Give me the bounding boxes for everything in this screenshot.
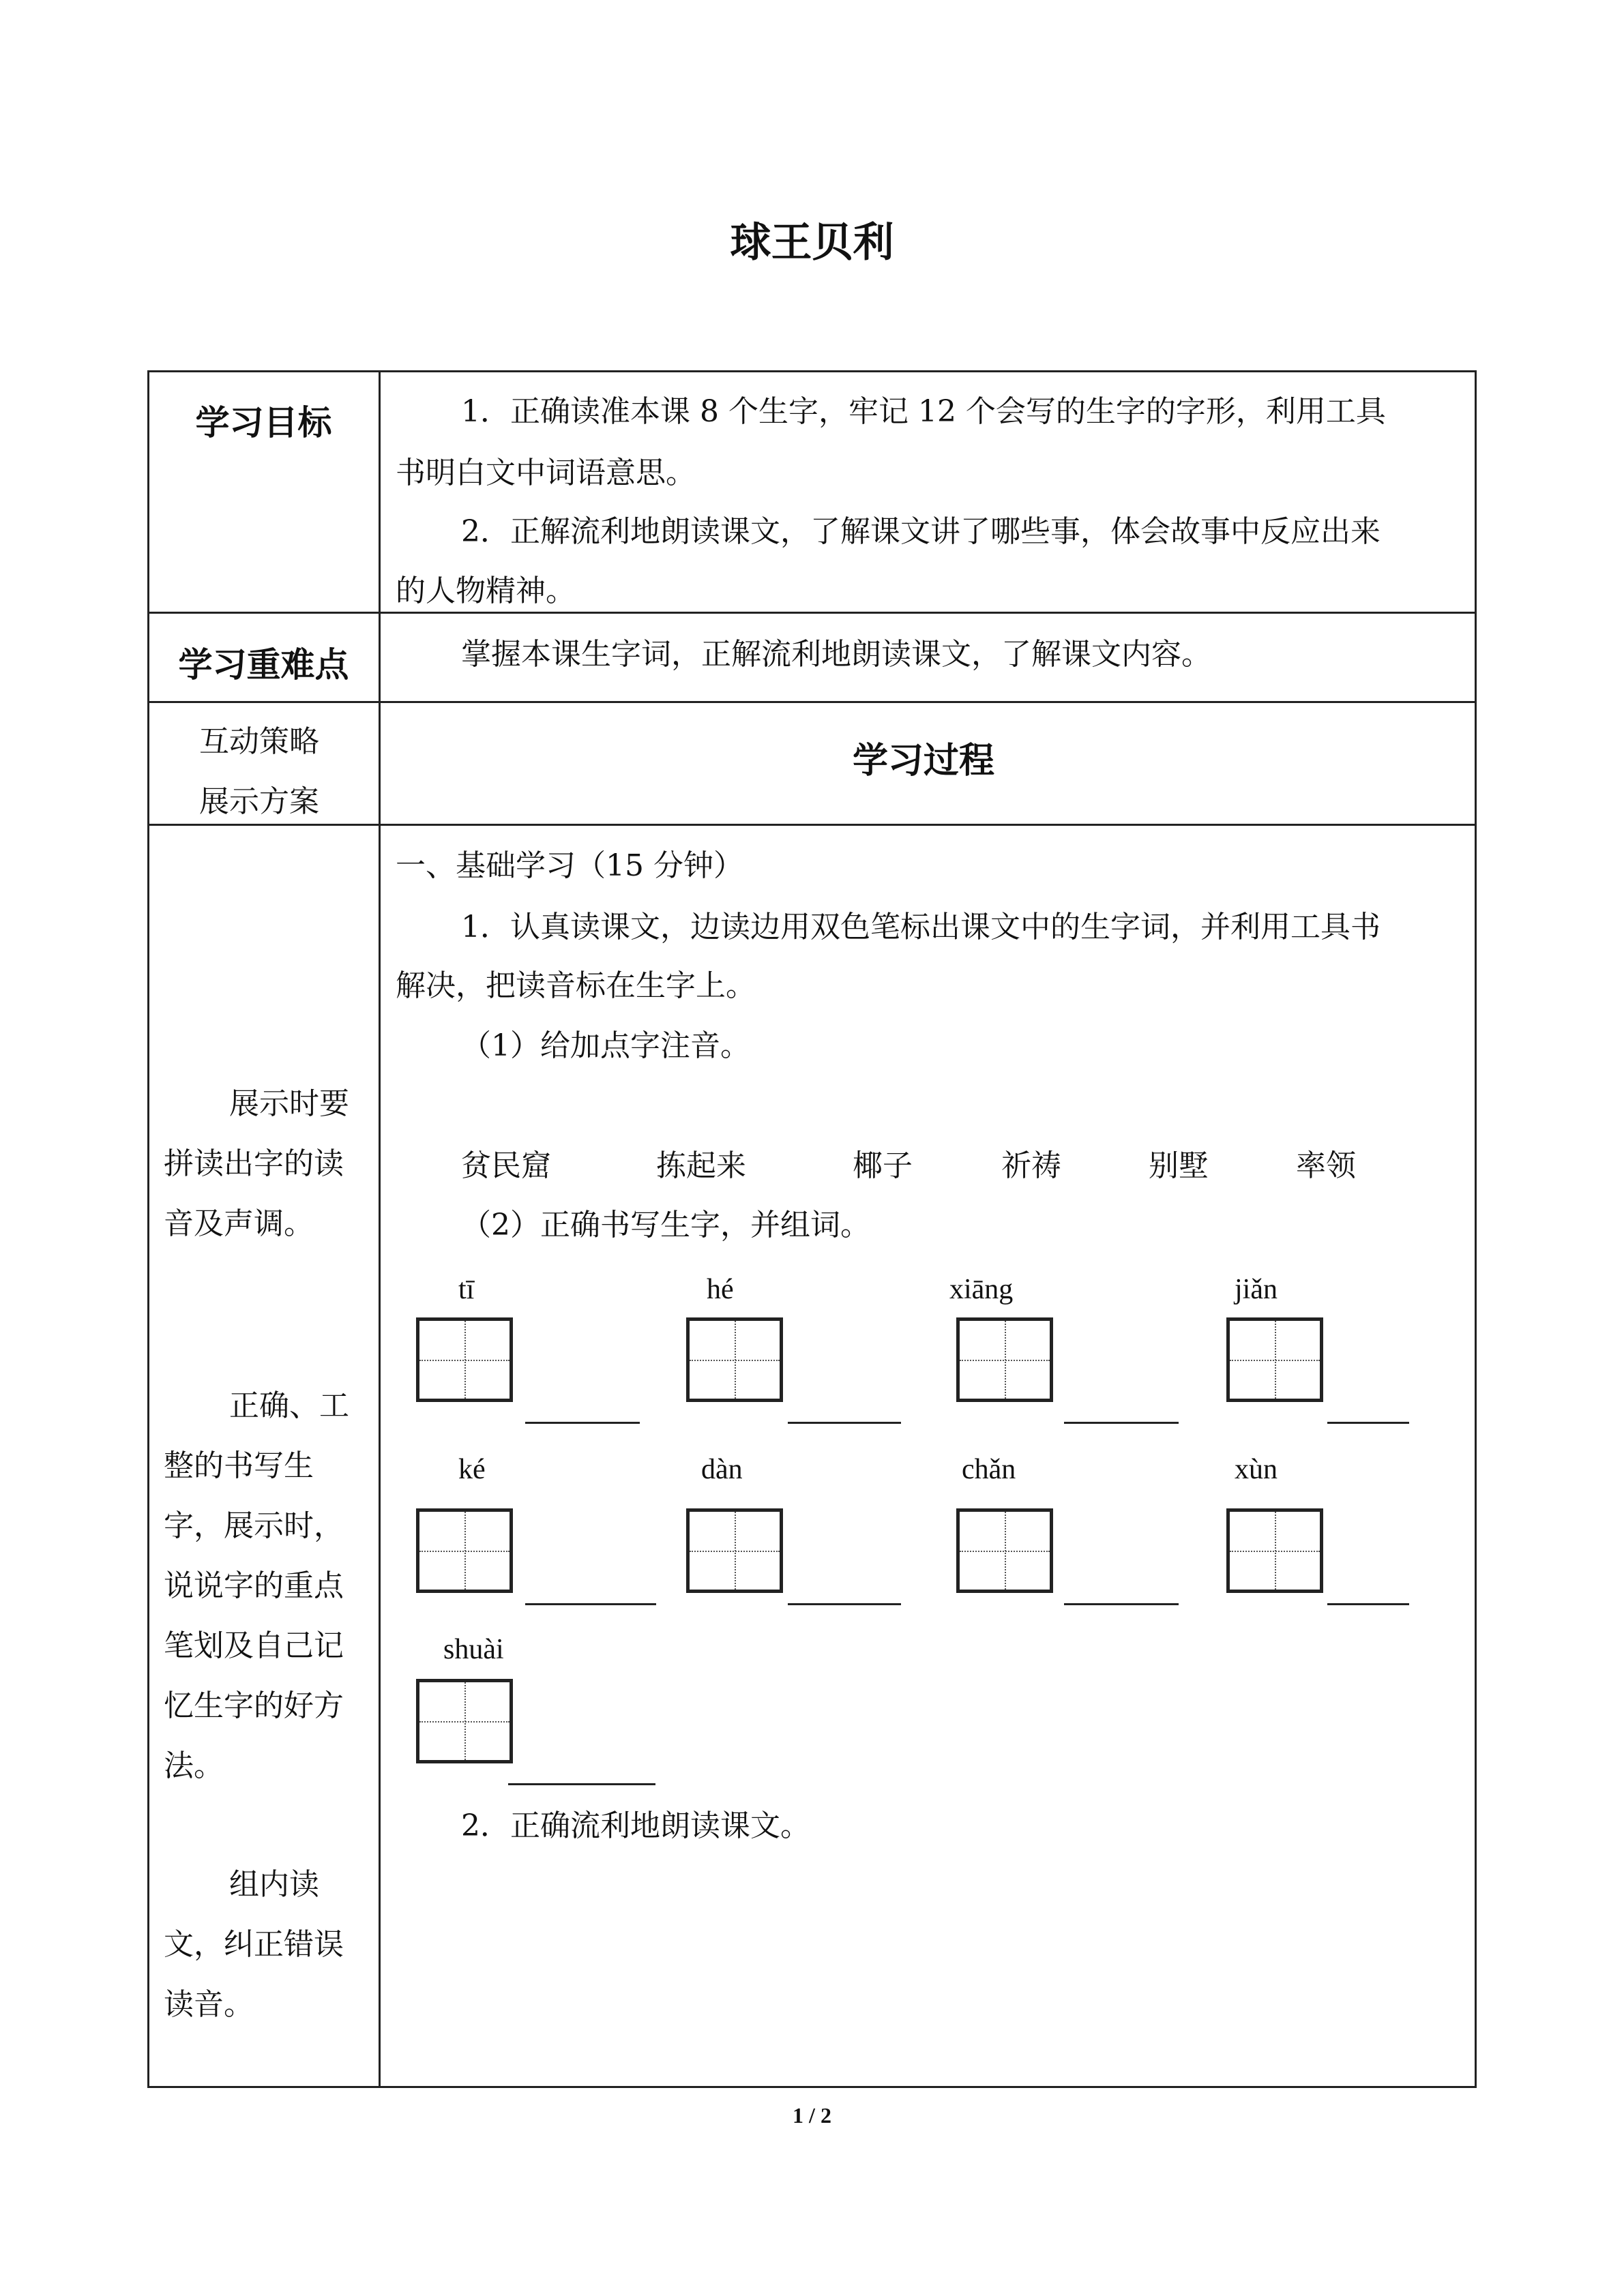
tianzi-grid-box[interactable]: [416, 1679, 513, 1763]
side-note-line: 组内读: [229, 1867, 319, 1902]
section-basic-study: 一、基础学习（15 分钟）: [396, 848, 743, 883]
side-note-line: 读音。: [164, 1987, 254, 2022]
word-blank[interactable]: [1327, 1422, 1409, 1424]
plan-label: 展示方案: [199, 784, 319, 819]
pinyin-label: shuài: [443, 1634, 504, 1665]
table-border-top: [147, 370, 1477, 372]
word-item: 贫民窟: [461, 1148, 551, 1183]
tianzi-grid-box[interactable]: [686, 1508, 783, 1593]
pinyin-label: hé: [707, 1274, 734, 1305]
side-note-line: 展示时要: [229, 1086, 349, 1121]
word-item: 祈祷: [1001, 1148, 1061, 1183]
word-blank[interactable]: [1327, 1603, 1409, 1605]
pinyin-label: tī: [458, 1274, 475, 1305]
side-note-line: 整的书写生: [164, 1448, 314, 1483]
side-note-line: 拼读出字的读: [164, 1146, 344, 1181]
key-points-label: 学习重难点: [178, 645, 349, 685]
word-blank[interactable]: [1064, 1603, 1179, 1605]
word-blank[interactable]: [788, 1422, 901, 1424]
side-note-line: 正确、工: [229, 1388, 349, 1423]
page-number: 1 / 2: [793, 2103, 831, 2128]
side-note-line: 笔划及自己记: [164, 1628, 344, 1663]
table-row-divider: [147, 824, 1477, 826]
table-border-left: [147, 370, 149, 2088]
word-item: 椰子: [853, 1148, 913, 1183]
strategy-label: 互动策略: [199, 724, 319, 759]
side-note-line: 忆生字的好方: [164, 1688, 344, 1723]
side-note-pinyin: [164, 1074, 368, 1254]
table-row-divider: [147, 612, 1477, 614]
side-note-reading: [164, 1855, 368, 2035]
tianzi-grid-box[interactable]: [686, 1317, 783, 1402]
goals-label: 学习目标: [195, 403, 332, 443]
pinyin-label: dàn: [701, 1454, 743, 1485]
tianzi-grid-box[interactable]: [1226, 1317, 1323, 1402]
side-note-line: 音及声调。: [164, 1206, 314, 1241]
side-note-line: 文，纠正错误: [164, 1927, 344, 1962]
process-label: 学习过程: [853, 741, 995, 781]
goal-item-1-cont: 书明白文中词语意思。: [396, 456, 696, 490]
table-column-divider: [379, 370, 381, 2088]
key-points-text: 掌握本课生字词，正解流利地朗读课文，了解课文内容。: [461, 637, 1211, 672]
table-border-right: [1475, 370, 1477, 2088]
tianzi-grid-box[interactable]: [1226, 1508, 1323, 1593]
tianzi-grid-box[interactable]: [416, 1317, 513, 1402]
tianzi-grid-box[interactable]: [956, 1508, 1053, 1593]
sub-task-pinyin: （1）给加点字注音。: [461, 1028, 750, 1063]
sub-task-writing: （2）正确书写生字，并组词。: [461, 1208, 870, 1242]
goal-item-2: 2．正解流利地朗读课文，了解课文讲了哪些事，体会故事中反应出来: [461, 514, 1381, 549]
task2-read-aloud: 2．正确流利地朗读课文。: [461, 1808, 810, 1843]
pinyin-label: jiǎn: [1235, 1274, 1278, 1305]
side-note-line: 法。: [164, 1748, 224, 1783]
word-item: 拣起来: [656, 1148, 746, 1183]
word-blank[interactable]: [525, 1422, 640, 1424]
tianzi-grid-box[interactable]: [416, 1508, 513, 1593]
word-item: 率领: [1296, 1148, 1356, 1183]
goal-item-2-cont: 的人物精神。: [396, 573, 576, 608]
word-blank[interactable]: [1064, 1422, 1179, 1424]
goal-item-1: 1．正确读准本课 8 个生字，牢记 12 个会写的生字的字形，利用工具: [461, 394, 1386, 429]
side-note-line: 说说字的重点: [164, 1568, 344, 1603]
pinyin-label: xùn: [1235, 1454, 1278, 1485]
tianzi-grid-box[interactable]: [956, 1317, 1053, 1402]
table-border-bottom: [147, 2086, 1477, 2088]
pinyin-label: ké: [458, 1454, 486, 1485]
word-blank[interactable]: [508, 1783, 655, 1785]
word-blank[interactable]: [525, 1603, 656, 1605]
task1-line2: 解决，把读音标在生字上。: [396, 968, 756, 1003]
task1-line1: 1．认真读课文，边读边用双色笔标出课文中的生字词，并利用工具书: [461, 910, 1381, 944]
table-row-divider: [147, 701, 1477, 703]
word-blank[interactable]: [788, 1603, 901, 1605]
pinyin-label: xiāng: [949, 1274, 1014, 1305]
word-item: 别墅: [1149, 1148, 1209, 1183]
side-note-line: 字，展示时，: [164, 1508, 344, 1543]
page-title: 球王贝利: [730, 219, 894, 267]
side-note-writing: [164, 1376, 368, 1796]
pinyin-label: chǎn: [962, 1454, 1016, 1485]
